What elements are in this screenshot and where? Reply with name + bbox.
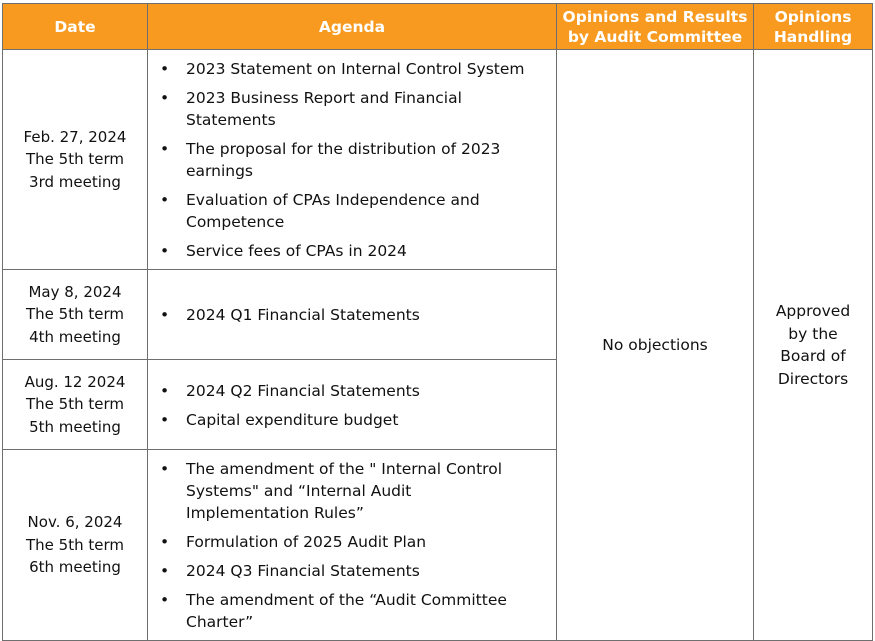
table-row — [3, 50, 873, 270]
bullet-icon: • — [160, 410, 170, 429]
agenda-item-text: 2024 Q1 Financial Statements — [186, 306, 420, 324]
agenda-list — [148, 50, 556, 262]
agenda-item — [160, 531, 538, 553]
bullet-icon: • — [160, 242, 170, 260]
audit-committee-meetings-table — [2, 3, 873, 641]
agenda-item — [160, 58, 538, 80]
header-opinions-results: Opinions and Results by Audit Committee — [557, 4, 754, 50]
header-agenda: Agenda — [148, 4, 557, 50]
agenda-item — [160, 138, 538, 182]
agenda-item-text: The amendment of the “Audit Committee Charter” — [186, 591, 507, 631]
meeting-term: The 5th term — [26, 150, 124, 169]
meeting-date-cell — [3, 450, 148, 641]
agenda-item — [160, 458, 538, 524]
agenda-item — [160, 304, 538, 326]
opinions-handling-cell: Approved by the Board of Directors — [754, 50, 873, 641]
header-date: Date — [3, 4, 148, 50]
meeting-number: 5th meeting — [29, 417, 121, 436]
agenda-item-text: 2024 Q3 Financial Statements — [186, 562, 420, 580]
agenda-cell — [148, 450, 557, 641]
agenda-item-text: 2024 Q2 Financial Statements — [186, 381, 420, 400]
meeting-date: Nov. 6, 2024 — [27, 513, 123, 532]
bullet-icon: • — [160, 460, 170, 478]
agenda-item — [160, 409, 538, 431]
agenda-item-text: 2023 Statement on Internal Control System — [186, 60, 525, 78]
bullet-icon: • — [160, 60, 170, 78]
meeting-date-cell — [3, 360, 148, 450]
bullet-icon: • — [160, 381, 170, 400]
agenda-item — [160, 240, 538, 262]
bullet-icon: • — [160, 562, 170, 580]
meeting-number: 4th meeting — [29, 327, 121, 346]
agenda-cell — [148, 50, 557, 270]
agenda-item-text: The proposal for the distribution of 2023 earnings — [186, 140, 501, 180]
agenda-item — [160, 189, 538, 233]
meeting-number: 6th meeting — [29, 558, 121, 577]
bullet-icon: • — [160, 89, 170, 107]
meeting-number: 3rd meeting — [29, 172, 121, 191]
meeting-date: Feb. 27, 2024 — [23, 127, 127, 146]
bullet-icon: • — [160, 191, 170, 209]
agenda-item-text: Capital expenditure budget — [186, 410, 399, 429]
agenda-item — [160, 87, 538, 131]
opinions-results-cell: No objections — [557, 50, 754, 641]
meeting-date: May 8, 2024 — [28, 282, 122, 301]
agenda-item — [160, 560, 538, 582]
bullet-icon: • — [160, 533, 170, 551]
meeting-term: The 5th term — [26, 395, 124, 414]
agenda-list — [148, 450, 556, 633]
agenda-item — [160, 380, 538, 402]
agenda-list — [148, 296, 556, 326]
meeting-date: Aug. 12 2024 — [24, 372, 126, 391]
agenda-item-text: Evaluation of CPAs Independence and Competence — [186, 191, 480, 231]
agenda-item-text: The amendment of the " Internal Control Systems" and “Internal Audit Implementation Rules” — [186, 460, 502, 522]
agenda-item-text: 2023 Business Report and Financial Statements — [186, 89, 462, 129]
agenda-list — [148, 372, 556, 431]
agenda-cell — [148, 270, 557, 360]
header-opinions-handling: Opinions Handling — [754, 4, 873, 50]
table-header-row — [3, 4, 873, 50]
agenda-item-text: Service fees of CPAs in 2024 — [186, 242, 407, 260]
agenda-item-text: Formulation of 2025 Audit Plan — [186, 533, 427, 551]
agenda-cell — [148, 360, 557, 450]
bullet-icon: • — [160, 591, 170, 609]
meeting-term: The 5th term — [26, 305, 124, 324]
bullet-icon: • — [160, 140, 170, 158]
meeting-date-cell — [3, 270, 148, 360]
meeting-date-cell — [3, 50, 148, 270]
agenda-item — [160, 589, 538, 633]
meeting-term: The 5th term — [26, 535, 124, 554]
bullet-icon: • — [160, 306, 170, 324]
